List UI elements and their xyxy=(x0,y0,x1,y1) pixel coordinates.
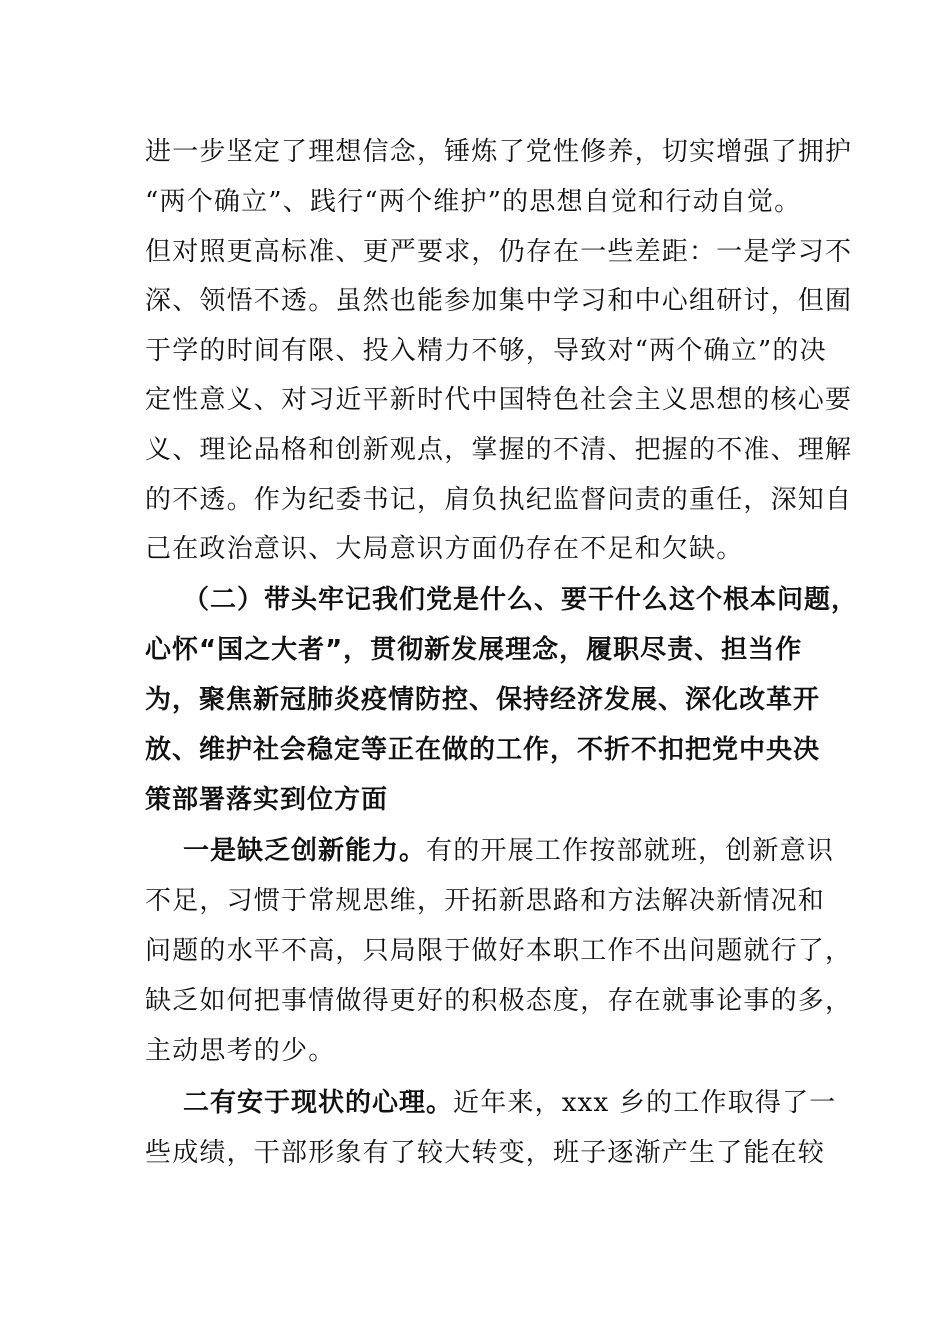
section-heading-line: （二）带头牢记我们党是什么、要干什么这个根本问题， xyxy=(183,585,859,615)
paragraph-line: 不足，习惯于常规思维，开拓新思路和方法解决新情况和 xyxy=(145,886,826,916)
paragraph-line: 但对照更高标准、更严要求，仍存在一些差距：一是学习不 xyxy=(145,237,853,267)
paragraph-line: 义、理论品格和创新观点，掌握的不清、把握的不准、理解 xyxy=(145,435,853,465)
paragraph-lead: 一是缺乏创新能力。 xyxy=(183,836,427,866)
section-heading-line: 为，聚焦新冠肺炎疫情防控、保持经济发展、深化改革开 xyxy=(145,685,821,715)
paragraph-line: “两个确立”、践行“两个维护”的思想自觉和行动自觉。 xyxy=(145,187,802,217)
paragraph-line: 问题的水平不高，只局限于做好本职工作不出问题就行了， xyxy=(145,936,853,966)
section-heading-line: 心怀“国之大者”，贯彻新发展理念，履职尽责、担当作 xyxy=(145,635,803,665)
paragraph-lead: 二有安于现状的心理。 xyxy=(183,1088,454,1118)
section-heading-line: 放、维护社会稳定等正在做的工作，不折不扣把党中央决 xyxy=(145,735,821,765)
paragraph-line: 定性意义、对习近平新时代中国特色社会主义思想的核心要 xyxy=(145,385,853,415)
paragraph-first-line xyxy=(183,835,834,867)
paragraph-first-line xyxy=(183,1087,836,1119)
paragraph-line: 些成绩，干部形象有了较大转变，班子逐渐产生了能在较 xyxy=(145,1138,826,1168)
paragraph-line: 于学的时间有限、投入精力不够，导致对“两个确立”的决 xyxy=(145,336,827,366)
paragraph-text: 有的开展工作按部就班，创新意识 xyxy=(426,836,835,866)
section-heading-line: 策部署落实到位方面 xyxy=(145,785,389,815)
paragraph-text: 近年来，xxx 乡的工作取得了一 xyxy=(453,1088,837,1118)
paragraph-line: 缺乏如何把事情做得更好的积极态度，存在就事论事的多， xyxy=(145,986,853,1016)
paragraph-line: 进一步坚定了理想信念，锤炼了党性修养，切实增强了拥护 xyxy=(145,137,853,167)
paragraph-line: 的不透。作为纪委书记，肩负执纪监督问责的重任，深知自 xyxy=(145,485,853,515)
paragraph-line: 主动思考的少。 xyxy=(145,1036,336,1066)
paragraph-line: 己在政治意识、大局意识方面仍存在不足和欠缺。 xyxy=(145,534,744,564)
paragraph-line: 深、领悟不透。虽然也能参加集中学习和中心组研讨，但囿 xyxy=(145,286,853,316)
